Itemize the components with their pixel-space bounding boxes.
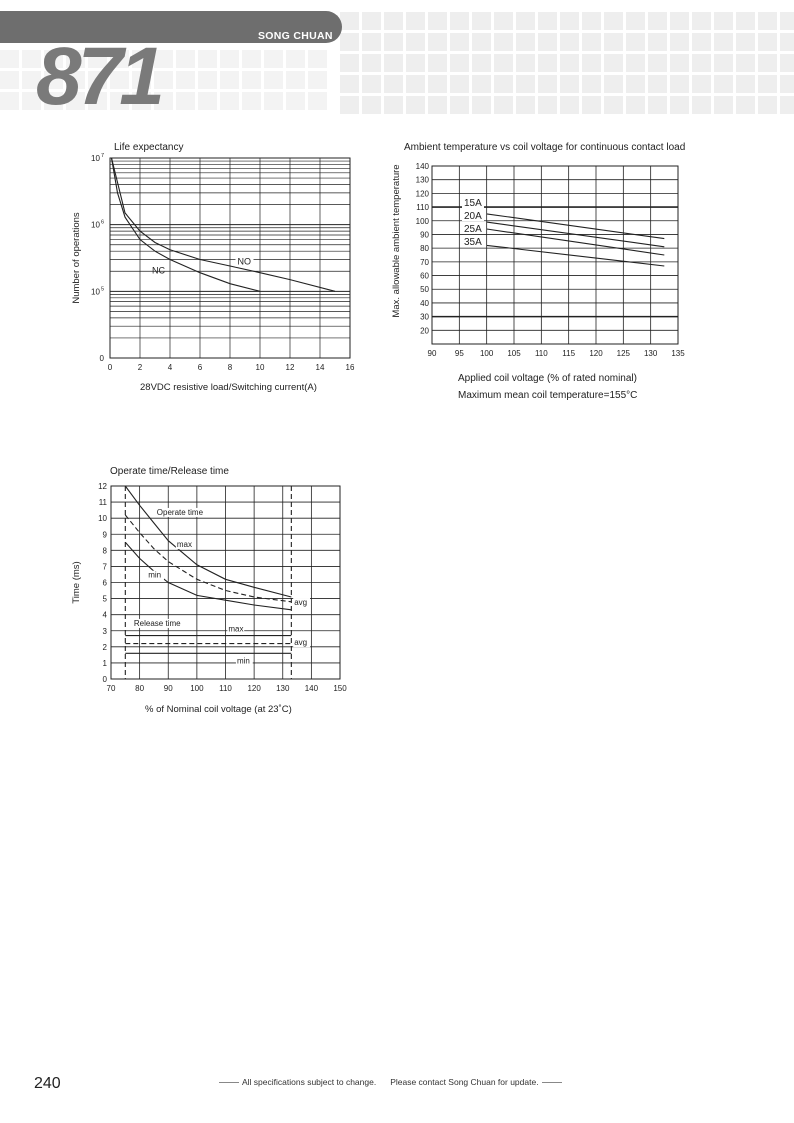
x-tick-label: 125 [616,349,631,358]
header-tile [472,96,491,114]
chart-title: Operate time/Release time [110,466,229,477]
operate-release-time-chart [60,460,360,722]
y-tick-label: 90 [420,230,429,240]
header-tile [362,12,381,30]
header-tile [406,75,425,93]
header-tile [604,12,623,30]
header-tile [758,75,777,93]
header-tile [242,50,261,68]
x-tick-label: 14 [315,363,325,372]
header-tile [472,54,491,72]
brand-name: SONG CHUAN [258,30,333,42]
y-tick-label: 30 [420,312,429,322]
series-line-operate-avg [125,515,291,602]
header-tile [560,75,579,93]
header-tile [560,33,579,51]
header-tile [308,92,327,110]
header-tile [714,33,733,51]
header-tile [176,92,195,110]
x-tick-label: 115 [562,349,576,358]
x-tick-label: 6 [197,363,203,372]
header-tile [648,33,667,51]
series-label-no: NO [237,256,251,267]
header-tile [736,12,755,30]
header-tile [714,12,733,30]
x-tick-label: 90 [427,349,437,358]
header-tile [582,54,601,72]
x-tick-label: 105 [507,349,521,358]
header-tile [450,33,469,51]
x-tick-label: 150 [333,684,347,693]
x-tick-label: 8 [227,363,233,372]
x-tick-label: 100 [190,684,204,693]
header-tile [736,96,755,114]
header-tile [362,75,381,93]
x-tick-label: 2 [137,363,143,372]
header-tile [340,33,359,51]
x-tick-label: 140 [304,684,319,693]
y-tick-label: $10^5$ [91,286,104,297]
ambient-temperature-chart [380,136,720,408]
footer-note [216,1077,565,1087]
header-tile [220,71,239,89]
header-tile [308,50,327,68]
header-tile [406,54,425,72]
header-tile [538,33,557,51]
x-tick-label: 0 [107,363,113,372]
header-tile [308,71,327,89]
header-tile [582,12,601,30]
header-tile [286,50,305,68]
header-tile [538,54,557,72]
header-tile [384,96,403,114]
header-tile [450,96,469,114]
header-tile [648,54,667,72]
header-tile [714,96,733,114]
y-tick-label: 7 [102,562,107,572]
header-tile [538,75,557,93]
y-axis-label: Time (ms) [71,561,82,604]
header-tile [780,33,794,51]
y-tick-label: 12 [98,482,107,491]
footer-dash-left [219,1082,239,1083]
header-tile [582,33,601,51]
header-tile [428,54,447,72]
y-tick-label: 80 [420,244,429,254]
y-tick-label: 9 [102,530,107,540]
x-tick-label: 120 [247,684,261,693]
x-tick-label: 95 [454,349,464,358]
header-tile [516,33,535,51]
annotation-release-time: Release time [133,618,181,628]
header-tile [714,54,733,72]
header-tile [0,50,19,68]
header-tile [692,75,711,93]
footer-dash-right [542,1082,562,1083]
page-number: 240 [34,1075,61,1092]
x-axis-label: Applied coil voltage (% of rated nominal) [458,373,637,384]
x-tick-label: 110 [534,349,548,358]
header-tile [538,12,557,30]
series-label: 35A [464,237,482,248]
y-tick-label: 60 [420,271,429,281]
header-tile [472,12,491,30]
header-tile [604,33,623,51]
x-tick-label: 135 [671,349,685,358]
chart-title: Life expectancy [114,142,184,153]
header-tile [582,96,601,114]
annotation-release-avg: avg [294,638,308,648]
header-tile [692,54,711,72]
header-tile [450,54,469,72]
page-header [0,0,794,115]
model-number: 871 [36,31,161,115]
header-tile [384,54,403,72]
header-tile [560,12,579,30]
x-tick-label: 10 [255,363,265,372]
header-tile [384,75,403,93]
header-tile [384,12,403,30]
x-tick-label: 70 [106,684,116,693]
header-tile [758,33,777,51]
y-tick-label: 8 [102,546,107,556]
header-tile [692,96,711,114]
series-label: 15A [464,198,482,209]
header-tile [604,96,623,114]
header-tile [0,92,19,110]
x-axis-label: % of Nominal coil voltage (at 23˚C) [145,704,292,715]
y-tick-label: 0 [99,354,104,363]
header-tile [450,75,469,93]
header-tile [472,33,491,51]
header-tile [362,96,381,114]
header-tile [340,75,359,93]
x-tick-label: 80 [135,684,145,693]
header-tile [516,12,535,30]
y-tick-label: 10 [98,514,107,524]
y-tick-label: 140 [415,162,429,171]
header-tile [692,33,711,51]
header-tile [736,33,755,51]
y-tick-label: 3 [102,626,107,636]
header-tile [626,54,645,72]
header-tile [780,12,794,30]
x-tick-label: 100 [479,349,494,358]
header-tile [0,71,19,89]
annotation-operate-max: max [176,540,192,550]
annotation-release-max: max [228,624,244,634]
header-tile [516,54,535,72]
header-tile [736,75,755,93]
x-tick-label: 130 [276,684,290,693]
header-tile [560,54,579,72]
header-tile [758,96,777,114]
header-tile [648,96,667,114]
series-line-25a [487,229,665,255]
y-tick-label: 130 [415,175,429,185]
y-tick-label: $10^7$ [91,153,104,163]
header-tile [736,54,755,72]
series-label: 25A [464,224,482,235]
header-tile [670,96,689,114]
footer-note-2: Please contact Song Chuan for update. [390,1077,539,1087]
x-tick-label: 110 [219,684,232,693]
footer-note-1: All specifications subject to change. [242,1077,377,1087]
y-tick-label: 1 [102,658,107,668]
header-tile [428,12,447,30]
header-tile [670,54,689,72]
annotation-operate-avg: avg [294,598,308,608]
header-tile [758,54,777,72]
y-tick-label: 2 [102,642,107,652]
header-tile [264,71,283,89]
y-tick-label: 20 [420,326,429,336]
header-tile [340,12,359,30]
header-tile [198,92,217,110]
header-tile [516,75,535,93]
header-tile [198,50,217,68]
header-tile [406,12,425,30]
y-tick-label: 120 [415,189,429,199]
header-tile [670,75,689,93]
header-tile [428,33,447,51]
y-tick-label: 11 [98,498,107,508]
header-tile [494,54,513,72]
header-tile [406,33,425,51]
header-tile [362,54,381,72]
header-tile [264,92,283,110]
header-tile [626,12,645,30]
header-tile [692,12,711,30]
y-tick-label: $10^6$ [91,219,104,230]
header-tile [604,75,623,93]
y-axis-label: Max. allowable ambient temperature [391,164,402,318]
header-tile [516,96,535,114]
y-tick-label: 110 [416,203,429,213]
x-axis-label-2: Maximum mean coil temperature=155°C [458,390,638,401]
header-tile [242,92,261,110]
header-tile [428,75,447,93]
header-tile [340,96,359,114]
series-line-operate-max [125,486,291,597]
x-axis-label: 28VDC resistive load/Switching current(A) [140,382,317,393]
header-tile [176,50,195,68]
x-tick-label: 12 [285,363,295,372]
x-tick-label: 16 [345,363,355,372]
header-tile [626,33,645,51]
header-tile [494,75,513,93]
annotation-release-min: min [236,656,250,666]
header-tile [450,12,469,30]
header-tile [428,96,447,114]
y-tick-label: 100 [415,216,429,226]
header-tile [472,75,491,93]
header-tile [626,75,645,93]
header-tile [780,96,794,114]
y-tick-label: 0 [102,675,107,684]
header-tile [670,12,689,30]
annotation-operate-min: min [148,570,162,580]
y-axis-label: Number of operations [71,212,82,304]
y-tick-label: 5 [102,594,107,604]
header-tile [582,75,601,93]
header-tile [340,54,359,72]
y-tick-label: 50 [420,285,429,295]
header-tile [780,54,794,72]
y-tick-label: 6 [102,578,107,588]
header-tile [626,96,645,114]
life-expectancy-chart [60,136,370,398]
header-tile [286,71,305,89]
y-tick-label: 70 [420,257,429,267]
header-tile [494,33,513,51]
header-tile [406,96,425,114]
x-tick-label: 120 [589,349,603,358]
series-label: 20A [464,211,482,222]
series-label-nc: NC [152,265,165,276]
header-tile [220,50,239,68]
header-tile [286,92,305,110]
header-tile [670,33,689,51]
header-tile [648,75,667,93]
y-tick-label: 4 [102,610,107,620]
chart-title: Ambient temperature vs coil voltage for continuous contact load [404,142,686,153]
header-tile [538,96,557,114]
header-tile [648,12,667,30]
annotation-operate-time: Operate time [156,507,204,517]
header-tile [176,71,195,89]
header-tile [714,75,733,93]
header-tile [220,92,239,110]
header-tile [758,12,777,30]
y-tick-label: 40 [420,298,429,308]
header-tile [560,96,579,114]
x-tick-label: 4 [167,363,173,372]
header-tile [242,71,261,89]
x-tick-label: 130 [643,349,658,358]
header-tile [494,12,513,30]
header-tile [384,33,403,51]
header-tile [264,50,283,68]
header-tile [494,96,513,114]
header-tile [604,54,623,72]
header-tile [198,71,217,89]
header-tile [780,75,794,93]
header-tile [362,33,381,51]
x-tick-label: 90 [163,684,173,693]
